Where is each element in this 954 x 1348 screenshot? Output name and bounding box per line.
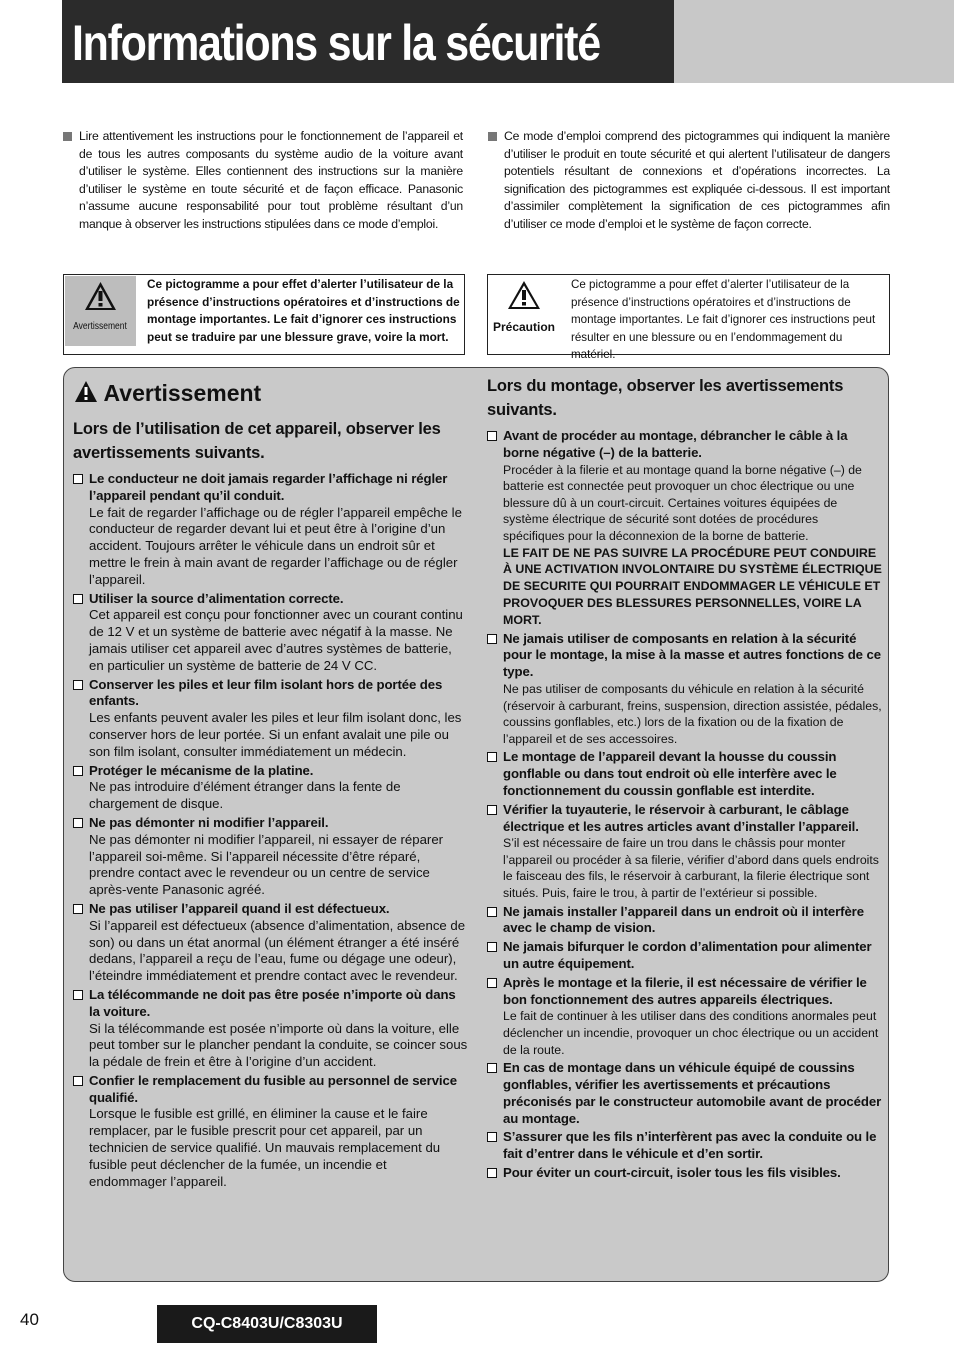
checkbox-bullet-icon bbox=[487, 634, 497, 644]
item-body: S’il est nécessaire de faire un trou dans le châssis pour monter l’appareil ou procéder à sa filerie, vérifier d’abord dans quels endroits le faisceau des fils, le réservoir à carburant, la filerie électrique sont situés. Puis, faire le trou, à partir de l’extérieur si possible. bbox=[503, 836, 879, 901]
page-number: 40 bbox=[20, 1310, 39, 1329]
item-title: Après le montage et la filerie, il est nécessaire de vérifier le bon fonctionnement des autres appareils électriques. bbox=[503, 974, 867, 1007]
checkbox-bullet-icon bbox=[73, 680, 83, 690]
left-column-heading: Lors de l’utilisation de cet appareil, observer les avertissements suivants. bbox=[73, 420, 441, 462]
title-bar-accent bbox=[674, 0, 954, 83]
warning-label: Avertissement bbox=[73, 321, 127, 332]
list-item bbox=[73, 987, 468, 1071]
item-body: Les enfants peuvent avaler les piles et leur film isolant donc, les conserver hors de leur portée. Si un enfant avalait une pile ou son film isolant, consulter immédiatement un médecin. bbox=[89, 710, 462, 759]
warning-icon bbox=[74, 380, 98, 404]
checkbox-bullet-icon bbox=[487, 942, 497, 952]
item-title: Ne jamais installer l’appareil dans un endroit où il interfère avec le champ de vision. bbox=[503, 903, 864, 936]
item-title: Le conducteur ne doit jamais regarder l’affichage ni régler l’appareil pendant qu’il conduit. bbox=[89, 471, 448, 503]
warning-panel bbox=[63, 367, 889, 1282]
checkbox-bullet-icon bbox=[73, 1076, 83, 1086]
panel-heading-text: Avertissement bbox=[103, 380, 262, 406]
checkbox-bullet-icon bbox=[73, 990, 83, 1000]
list-item bbox=[73, 763, 468, 813]
item-title: Conserver les piles et leur film isolant hors de portée des enfants. bbox=[89, 676, 443, 709]
item-body: Ne pas démonter ni modifier l’appareil, ni essayer de réparer l’appareil soi-même. Si l’appareil nécessite d’être réparé, prendre contact avec le revendeur ou un centre de service après-vente Panasonic agréé. bbox=[89, 831, 444, 898]
item-emphasis: LE FAIT DE NE PAS SUIVRE LA PROCÉDURE PEUT CONDUIRE À UNE ACTIVATION INVOLONTAIRE DU SYSTÈME ÉLECTRIQUE DE SECURITE QUI POURRAIT ENDOMMAGER LE VÉHICULE ET PROVOQUER DES BLESSURES PERSONNELLES, VOIRE LA MORT. bbox=[503, 545, 882, 627]
item-title: Avant de procéder au montage, débrancher le câble à la borne négative (–) de la batterie. bbox=[503, 428, 848, 460]
list-item bbox=[487, 1165, 882, 1182]
list-item bbox=[487, 631, 882, 748]
checkbox-bullet-icon bbox=[487, 1063, 497, 1073]
item-title: Pour éviter un court-circuit, isoler tous les fils visibles. bbox=[503, 1165, 841, 1181]
item-title: Ne jamais utiliser de composants en relation à la sécurité pour le montage, la mise à la masse et autres fonctions de ce type. bbox=[503, 630, 881, 680]
list-item bbox=[73, 1073, 468, 1191]
item-title: En cas de montage dans un véhicule équipé de coussins gonflables, vérifier les avertissements et précautions préconisés par le constructeur automobile avant de procéder au montage. bbox=[503, 1060, 882, 1126]
intro-left-text: Lire attentivement les instructions pour le fonctionnement de l’appareil et de tous les autres composants du système audio de la voiture avant d’utiliser le système. Elles contiennent des instructions sur la manière d’utiliser le système en toute sécurité et de façon efficace. Panasonic n’assume aucune responsabilité pour tout problème résultant d’un manque à observer les instructions stipulées dans ce mode d’emploi. bbox=[79, 129, 463, 231]
item-body: Le fait de continuer à les utiliser dans des conditions anormales peut déclencher un incendie, provoquer un choc électrique ou un accident de la route. bbox=[503, 1009, 879, 1057]
item-body: Cet appareil est conçu pour fonctionner avec un courant continu de 12 V et un système de batterie avec négatif à la masse. Ne jamais utiliser cet appareil avec d’autres systèmes de batterie, en particulier un système de batterie de 24 V CC. bbox=[89, 607, 463, 673]
item-title: Utiliser la source d’alimentation correcte. bbox=[89, 590, 344, 606]
checkbox-bullet-icon bbox=[487, 431, 497, 441]
item-body: Procéder à la filerie et au montage quand la borne négative (–) de batterie est connectée peut provoquer un choc électrique ou une blessure dû à un court-circuit. Certaines voitures équipées de système électrique de sécurité sont dotées de procédures spécifiques pour la déconnexion de la borne de batterie. bbox=[503, 462, 862, 543]
bullet-square bbox=[63, 132, 72, 141]
checkbox-bullet-icon bbox=[487, 907, 497, 917]
item-title: Ne jamais bifurquer le cordon d’alimentation pour alimenter un autre équipement. bbox=[503, 939, 872, 972]
list-item bbox=[487, 904, 882, 938]
right-items-list bbox=[487, 428, 882, 1182]
list-item bbox=[487, 428, 882, 629]
item-body: Si la télécommande est posée n’importe où dans la voiture, elle peut tomber sur le plancher pendant la conduite, se coincer sous la pédale de frein et être à l’origine d’un accident. bbox=[89, 1020, 468, 1070]
list-item bbox=[487, 975, 882, 1058]
panel-left-column bbox=[73, 417, 468, 1192]
item-body: Ne pas utiliser de composants du véhicule en relation à la sécurité (réservoir à carburant, freins, suspension, direction assistée, pédales, coussins gonflables, etc.) lors de la fixation ou de la fixation de l’appareil et de ses accessoires. bbox=[503, 681, 882, 746]
left-items-list bbox=[73, 471, 468, 1190]
checkbox-bullet-icon bbox=[73, 594, 83, 604]
caution-icon bbox=[488, 275, 560, 346]
checkbox-bullet-icon bbox=[73, 474, 83, 484]
list-item bbox=[73, 901, 468, 985]
checkbox-bullet-icon bbox=[487, 1168, 497, 1178]
checkbox-bullet-icon bbox=[73, 818, 83, 828]
intro-right bbox=[488, 128, 890, 234]
right-column-heading: Lors du montage, observer les avertissements suivants. bbox=[487, 377, 844, 419]
caution-description: Ce pictogramme a pour effet d’alerter l’utilisateur de la présence d’instructions opératoires et d’instructions de montage importantes. Le fait d’ignorer ces instructions peut résulter en une blessure ou en l’endommagement du matériel. bbox=[571, 278, 876, 361]
checkbox-bullet-icon bbox=[487, 752, 497, 762]
warning-pictogram-box bbox=[63, 274, 465, 355]
list-item bbox=[73, 471, 468, 589]
list-item bbox=[487, 939, 882, 973]
item-title: Protéger le mécanisme de la platine. bbox=[89, 762, 314, 778]
panel-right-column bbox=[487, 374, 882, 1184]
intro-right-text: Ce mode d’emploi comprend des pictogrammes qui indiquent la manière d’utiliser le produit en toute sécurité et qui alertent l’utilisateur de dangers potentiels résultant de connexions et d’opérations incorrectes. La signification des pictogrammes est expliquée ci-dessous. Il est important d’assimiler complètement la signification de ces pictogrammes afin d’utiliser ce mode d’emploi et le système de façon correcte. bbox=[504, 129, 890, 231]
warning-icon bbox=[65, 276, 136, 346]
item-title: Le montage de l’appareil devant la housse du coussin gonflable ou dans tout endroit où elle interfère avec le fonctionnement du coussin gonflable est interdite. bbox=[503, 749, 837, 798]
model-number: CQ-C8403U/C8303U bbox=[157, 1305, 377, 1343]
warning-description: Ce pictogramme a pour effet d’alerter l’utilisateur de la présence d’instructions opératoires et d’instructions de montage importantes. Le fait d’ignorer ces instructions peut se traduire par une blessure grave, voire la mort. bbox=[147, 277, 460, 344]
list-item bbox=[73, 815, 468, 899]
checkbox-bullet-icon bbox=[73, 766, 83, 776]
checkbox-bullet-icon bbox=[487, 978, 497, 988]
bullet-square bbox=[488, 132, 497, 141]
item-body: Si l’appareil est défectueux (absence d’alimentation, absence de son) ou dans un état anormal (un élément étranger a été inséré dedans, l’appareil a reçu de l’eau, fume ou dégage une odeur), l’éteindre immédiatement et prendre contact avec le revendeur. bbox=[89, 917, 466, 984]
item-body: Ne pas introduire d’élément étranger dans la fente de chargement de disque. bbox=[89, 779, 401, 812]
list-item bbox=[487, 749, 882, 799]
item-body: Lorsque le fusible est grillé, en éliminer la cause et le faire remplacer, par le fusible prescrit pour cet appareil, par un technicien de service qualifié. Un mauvais remplacement du fusible peut déclencher de la fumée, un incendie et endommager l’appareil. bbox=[89, 1106, 441, 1189]
checkbox-bullet-icon bbox=[487, 805, 497, 815]
item-title: Ne pas démonter ni modifier l’appareil. bbox=[89, 814, 329, 830]
list-item bbox=[487, 1129, 882, 1163]
caution-pictogram-box bbox=[487, 274, 890, 361]
list-item bbox=[73, 677, 468, 761]
item-title: La télécommande ne doit pas être posée n’importe où dans la voiture. bbox=[89, 986, 456, 1019]
list-item bbox=[487, 1060, 882, 1127]
item-title: S’assurer que les fils n’interfèrent pas avec la conduite ou le fait d’entrer dans le véhicule et d’en sortir. bbox=[503, 1129, 877, 1162]
list-item bbox=[487, 802, 882, 902]
intro-left bbox=[63, 128, 463, 234]
item-title: Confier le remplacement du fusible au personnel de service qualifié. bbox=[89, 1072, 457, 1105]
caution-label: Précaution bbox=[492, 320, 555, 334]
list-item bbox=[73, 591, 468, 675]
checkbox-bullet-icon bbox=[73, 904, 83, 914]
item-title: Ne pas utiliser l’appareil quand il est défectueux. bbox=[89, 900, 390, 916]
item-title: Vérifier la tuyauterie, le réservoir à carburant, le câblage électrique et les autres articles avant d’installer l’appareil. bbox=[503, 801, 859, 834]
item-body: Le fait de regarder l’affichage ou de régler l’appareil empêche le conducteur de regarder devant lui et peut être à l’origine d’un accident. Toujours arrêter le véhicule dans un endroit sûr et mettre le frein à main avant de regarder l’affichage ou de régler l’appareil. bbox=[89, 504, 462, 587]
checkbox-bullet-icon bbox=[487, 1132, 497, 1142]
panel-heading bbox=[74, 380, 261, 407]
page-title: Informations sur la sécurité bbox=[72, 15, 600, 71]
